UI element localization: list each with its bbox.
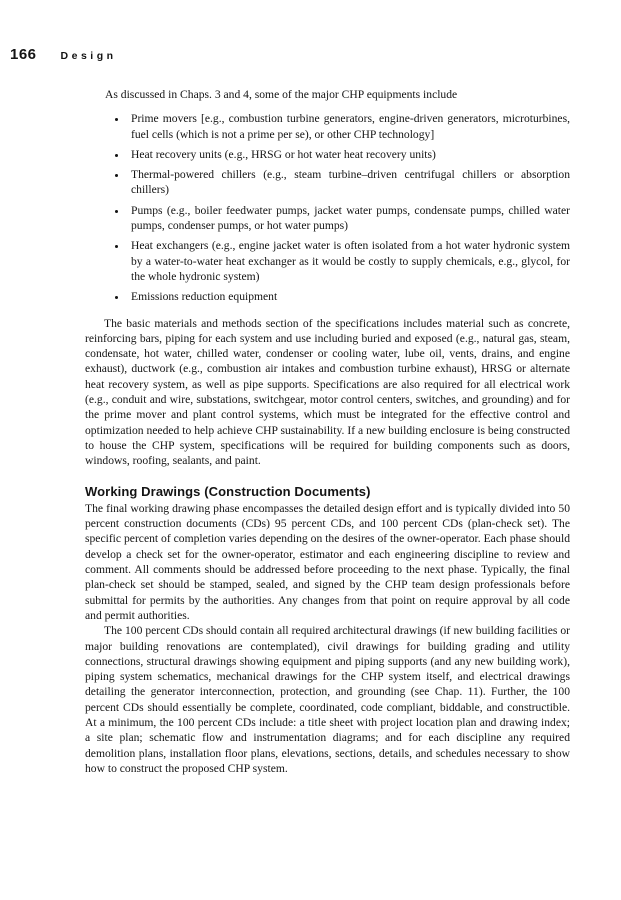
materials-methods-paragraph: The basic materials and methods section of the specifications includes material such as concrete, reinforcing bars, piping for each system and use including buried and exposed (e.g., natural gas, steam, condensate, hot water, chilled water, condenser or cooling water, lube oil, vents, drains, and engine exhaust), ductwork (e.g., combustion air intakes and combustion turbine exhaust), HRSG or alternate heat recovery system, as well as pipe supports. Specifications are also required for all electrical work (e.g., conduit and wire, substations, switchgear, motor control centers, switches, and grounding) and for the prime mover and plant control systems, which must be integrated for the effective control and optimization needed to help achieve CHP sustainability. If a new building enclosure is being constructed to house the CHP system, specifications will be required for building components such as doors, windows, roofing, sealants, and paint. bbox=[85, 316, 570, 468]
list-item-heat-recovery: • Heat recovery units (e.g., HRSG or hot water heat recovery units) bbox=[128, 147, 570, 162]
page-content bbox=[85, 87, 570, 776]
chapter-title: Design bbox=[60, 50, 117, 62]
list-item-prime-movers: • Prime movers [e.g., combustion turbine generators, engine-driven generators, microturbines, fuel cells (which is not a prime per se), or other CHP technology] bbox=[128, 111, 570, 142]
page-header bbox=[0, 0, 621, 63]
working-drawings-paragraph-2: The 100 percent CDs should contain all required architectural drawings (if new building facilities or major building renovations are contemplated), civil drawings for building grading and utility connections, structural drawings showing equipment and piping supports (and any new building work), piping system schematics, mechanical drawings for the CHP system itself, and electrical drawings detailing the generator interconnection, protection, and grounding (see Chap. 11). Further, the 100 percent CDs should essentially be complete, coordinated, code compliant, biddable, and constructible. At a minimum, the 100 percent CDs include: a title sheet with project location plan and drawing index; a site plan; schematic flow and instrumentation diagrams; and for each discipline any required demolition plans, installation floor plans, elevations, sections, details, and schedules necessary to show how to construct the proposed CHP system. bbox=[85, 624, 570, 775]
list-item-pumps: • Pumps (e.g., boiler feedwater pumps, jacket water pumps, condensate pumps, chilled water pumps, condenser pumps, or hot water pumps) bbox=[128, 203, 570, 234]
working-drawings-paragraph-1: The final working drawing phase encompasses the detailed design effort and is typically divided into 50 percent construction documents (CDs) 95 percent CDs, and 100 percent CDs (plan-check set). The specific percent of completion varies depending on the desires of the owner-operator. Each phase should develop a check set for the owner-operator, estimator and each engineering discipline to review and comment. All comments should be addressed before proceeding to the next phase. Typically, the final plan-check set should be stamped, sealed, and signed by the CHP team design professionals before submittal for permits by the authorities. Any changes from that point on require approval by all code and permit authorities. bbox=[85, 501, 570, 622]
page-number: 166 bbox=[10, 46, 37, 63]
chp-equipment-list bbox=[85, 111, 570, 304]
list-item-emissions: • Emissions reduction equipment bbox=[128, 289, 570, 304]
section-heading-working-drawings: Working Drawings (Construction Documents) bbox=[85, 483, 371, 499]
intro-paragraph: As discussed in Chaps. 3 and 4, some of the major CHP equipments include bbox=[105, 88, 458, 101]
list-item-thermal-chillers: • Thermal-powered chillers (e.g., steam turbine–driven centrifugal chillers or absorption chillers) bbox=[128, 167, 570, 198]
list-item-heat-exchangers: • Heat exchangers (e.g., engine jacket water is often isolated from a hot water hydronic system by a water-to-water heat exchanger as it would be costly to supply chemicals, e.g., glycol, for the whole hydronic system) bbox=[128, 238, 570, 284]
